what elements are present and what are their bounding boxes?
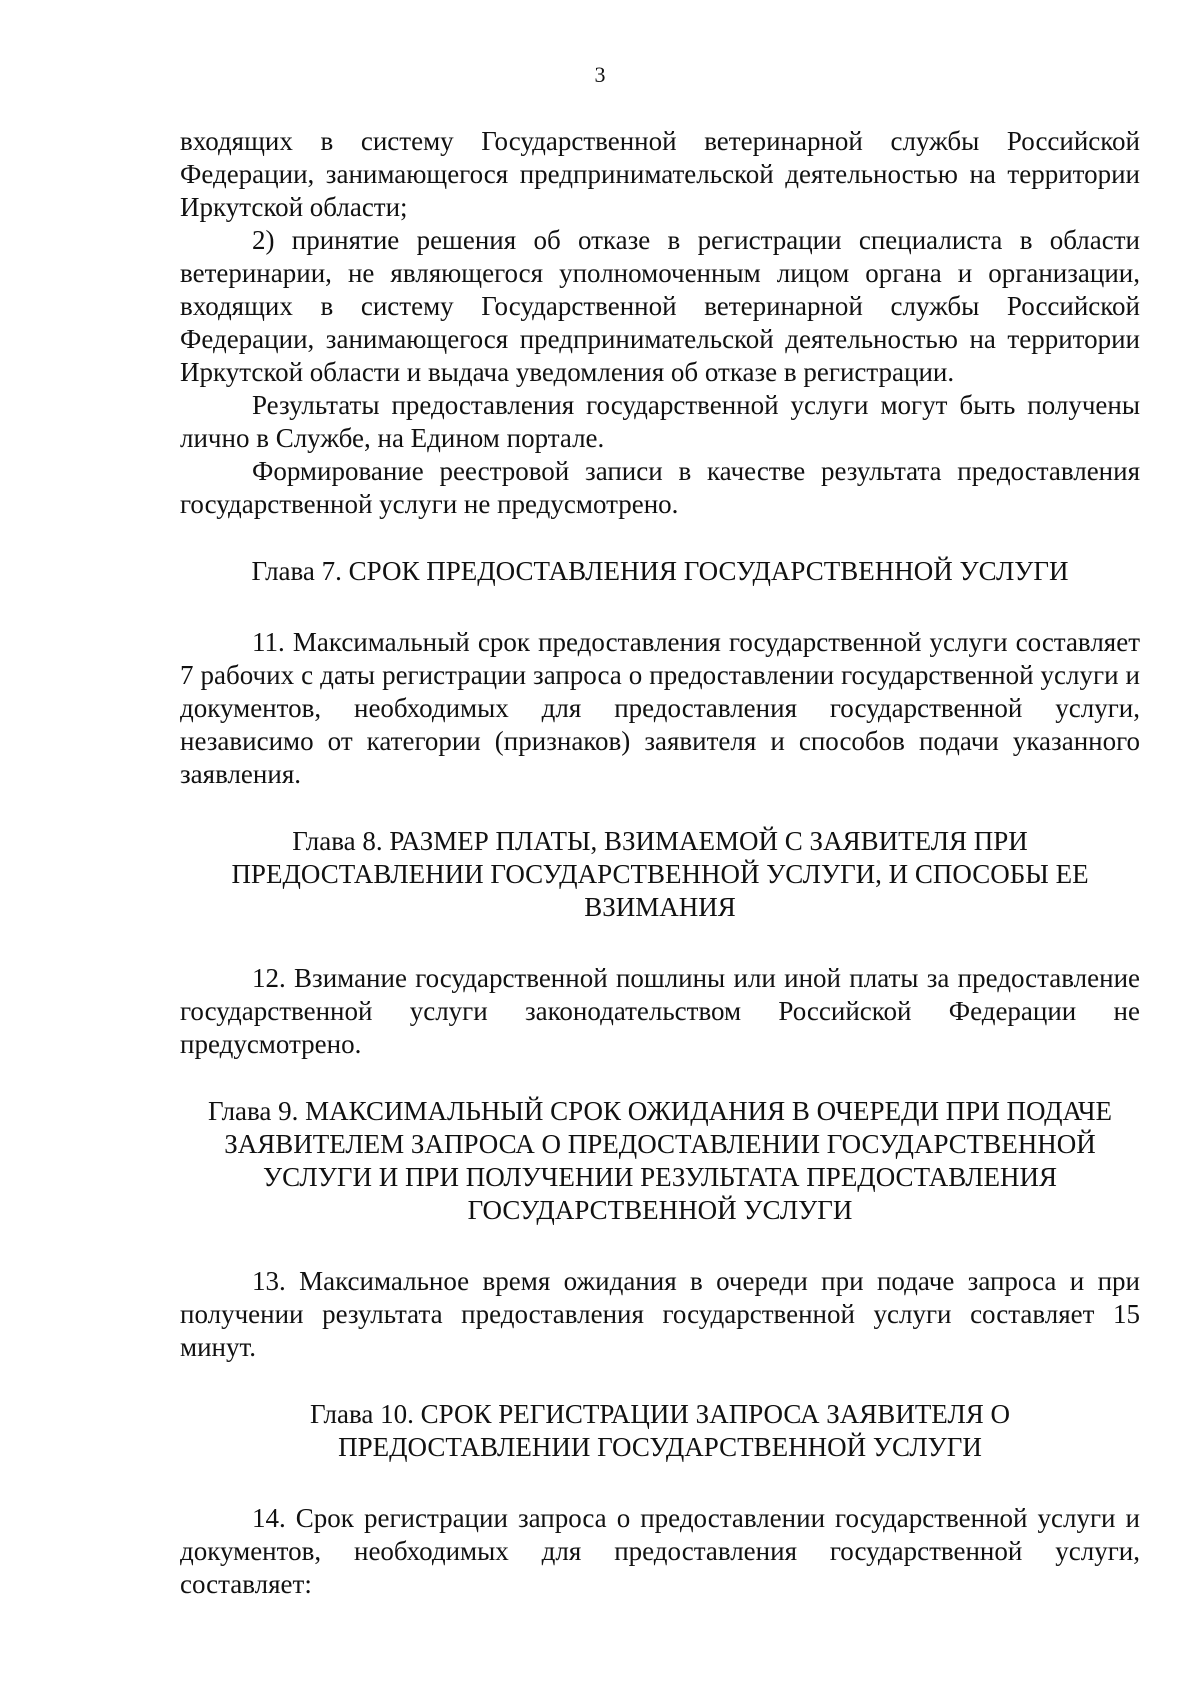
paragraph-results: Результаты предоставления государственной услуги могут быть получены лично в Службе, на Едином портале. [180, 390, 1140, 453]
paragraph-registry-record: Формирование реестровой записи в качестве результата предоставления государственной услуги не предусмотрено. [180, 456, 1140, 519]
heading-line: Глава 9. МАКСИМАЛЬНЫЙ СРОК ОЖИДАНИЯ В ОЧЕРЕДИ ПРИ ПОДАЧЕ [208, 1096, 1112, 1126]
page-number: 3 [594, 62, 606, 87]
chapter-9-heading [180, 1095, 1140, 1227]
chapter-8-heading [180, 825, 1140, 924]
chapter-7-heading [180, 555, 1140, 588]
paragraph-11: 11. Максимальный срок предоставления государственной услуги составляет 7 рабочих с даты регистрации запроса о предоставлении государственной услуги и документов, необходимых для предоставления государственной услуги, независимо от категории (признаков) заявителя и способов подачи указанного заявления. [180, 627, 1140, 789]
heading-line: ГОСУДАРСТВЕННОЙ УСЛУГИ [467, 1195, 853, 1225]
heading-line: ПРЕДОСТАВЛЕНИИ ГОСУДАРСТВЕННОЙ УСЛУГИ [338, 1432, 982, 1462]
chapter-10-heading [180, 1398, 1140, 1464]
paragraph-12: 12. Взимание государственной пошлины или иной платы за предоставление государственной услуги законодательством Российской Федерации не предусмотрено. [180, 963, 1140, 1059]
document-body [180, 125, 1140, 1601]
paragraph-continuation: входящих в систему Государственной ветеринарной службы Российской Федерации, занимающегося предпринимательской деятельностью на территории Иркутской области; [180, 126, 1140, 222]
heading-line: ВЗИМАНИЯ [584, 892, 736, 922]
heading-line: ЗАЯВИТЕЛЕМ ЗАПРОСА О ПРЕДОСТАВЛЕНИИ ГОСУДАРСТВЕННОЙ [224, 1129, 1096, 1159]
heading-line: ПРЕДОСТАВЛЕНИИ ГОСУДАРСТВЕННОЙ УСЛУГИ, И СПОСОБЫ ЕЕ [231, 859, 1089, 889]
paragraph-13: 13. Максимальное время ожидания в очереди при подаче запроса и при получении результата предоставления государственной услуги составляет 15 минут. [180, 1266, 1140, 1362]
heading-line: Глава 10. СРОК РЕГИСТРАЦИИ ЗАПРОСА ЗАЯВИТЕЛЯ О [309, 1399, 1011, 1429]
paragraph-14: 14. Срок регистрации запроса о предоставлении государственной услуги и документов, необходимых для предоставления государственной услуги, составляет: [180, 1503, 1140, 1599]
heading-line: Глава 8. РАЗМЕР ПЛАТЫ, ВЗИМАЕМОЙ С ЗАЯВИТЕЛЯ ПРИ [292, 826, 1028, 856]
heading-line: Глава 7. СРОК ПРЕДОСТАВЛЕНИЯ ГОСУДАРСТВЕННОЙ УСЛУГИ [251, 556, 1069, 586]
heading-line: УСЛУГИ И ПРИ ПОЛУЧЕНИИ РЕЗУЛЬТАТА ПРЕДОСТАВЛЕНИЯ [262, 1162, 1058, 1192]
paragraph-item-2: 2) принятие решения об отказе в регистрации специалиста в области ветеринарии, не являющегося уполномоченным лицом органа и организации, входящих в систему Государственной ветеринарной службы Российской Федерации, занимающегося предпринимательской деятельностью на территории Иркутской области и выдача уведомления об отказе в регистрации. [180, 225, 1140, 387]
